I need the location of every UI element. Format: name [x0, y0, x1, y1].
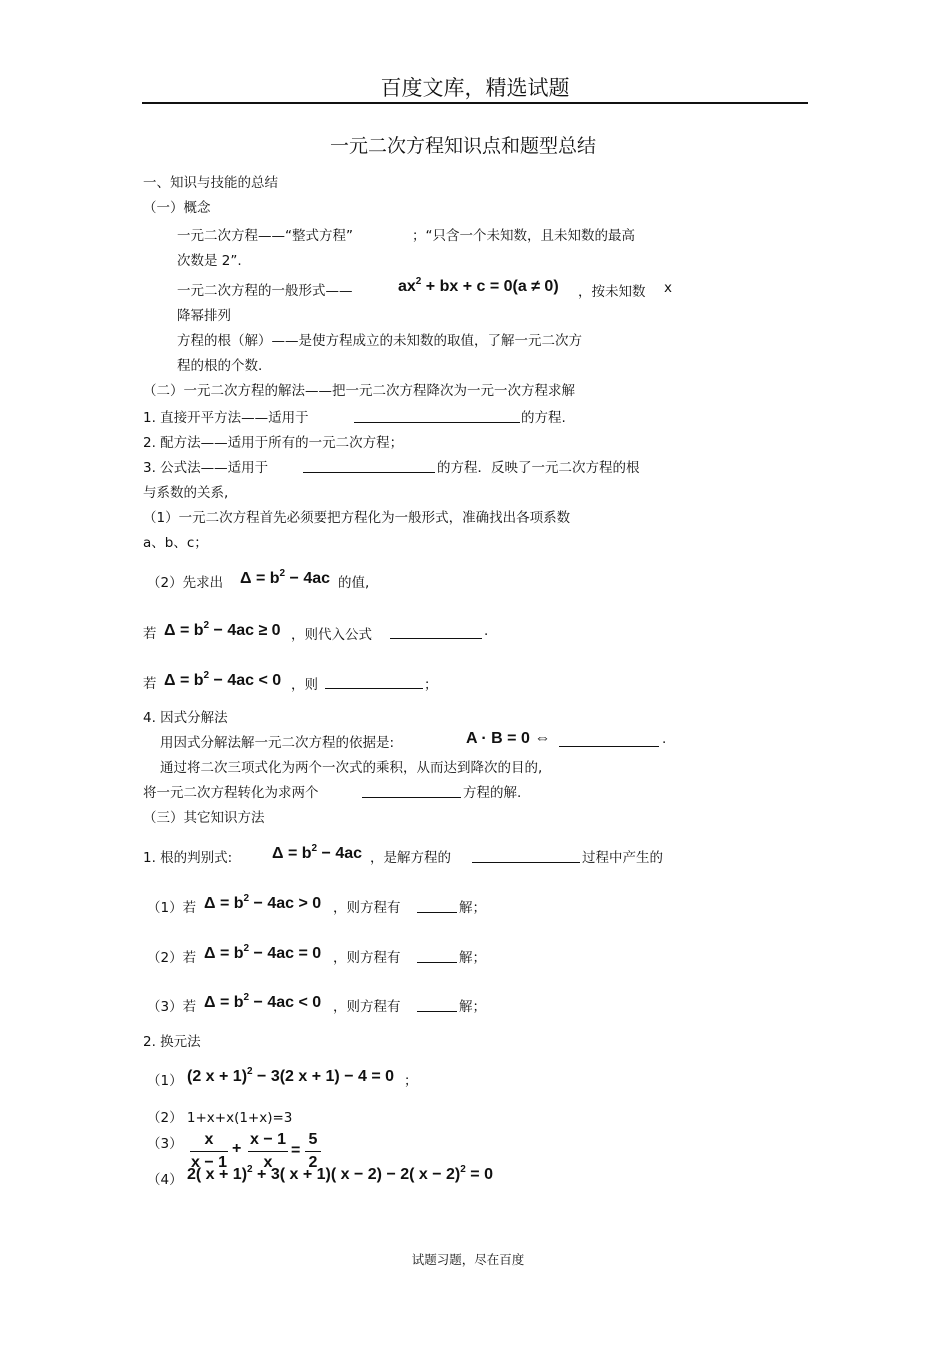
page-footer: 试题习题，尽在百度 [411, 1252, 525, 1267]
if-2-end: ； [424, 677, 438, 693]
case-1-formula: $\Delta = b^2 - 4ac > 0$ [204, 893, 322, 912]
step-2-label: （2）先求出 [147, 575, 224, 591]
section-heading-1: 一、知识与技能的总结 [143, 175, 278, 191]
method-2: 2. 配方法——适用于所有的一元二次方程； [143, 435, 404, 451]
if-1-label: 若 [143, 626, 157, 642]
example-3-num-1: x [204, 1131, 214, 1148]
if-1-tail: ，则代入公式 [291, 627, 372, 643]
example-4-formula: 2( x + 1)$^2$ + 3( x + 1)( x − 2) − 2( x − 2)$^2$ = 0 [187, 1164, 493, 1183]
method-1-tail: 的方程. [521, 410, 566, 426]
case-3-blank [417, 997, 457, 1012]
case-2-blank [417, 948, 457, 963]
method-4-blank [559, 732, 659, 747]
case-1-mid: ，则方程有 [333, 900, 401, 916]
example-3-den-3: 2 [308, 1154, 318, 1171]
example-3-num-3: 5 [308, 1131, 318, 1148]
case-3-mid: ，则方程有 [333, 999, 401, 1015]
general-form-formula: $ax^2$ + bx + c = 0(a ≠ 0) [398, 276, 559, 295]
root-line-1: 方程的根（解）——是使方程成立的未知数的取值，了解一元二次方 [177, 333, 582, 349]
method-4-line-1-end: . [662, 731, 667, 747]
concept-line-1a: 一元二次方程——“整式方程” [177, 228, 353, 244]
discriminant-formula: $\Delta = b^2 - 4ac$ [272, 843, 363, 862]
method-4-line-3a: 将一元二次方程转化为求两个 [143, 785, 319, 801]
method-3-line-2: 与系数的关系, [143, 485, 229, 501]
step-2-tail: 的值, [338, 575, 370, 591]
example-3-den-2: x [263, 1154, 273, 1171]
subsection-other-methods: （三）其它知识方法 [143, 810, 265, 826]
if-1-blank [390, 624, 482, 639]
case-1-end: 解； [459, 900, 486, 916]
general-form-tail: ，按未知数 [578, 284, 646, 300]
method-4-line-3-blank [362, 783, 461, 798]
method-1-label: 1. 直接开平方法——适用于 [143, 410, 309, 426]
method-1-blank [354, 408, 520, 423]
example-3-plus: + [232, 1140, 242, 1157]
case-3-label: （3）若 [147, 999, 197, 1015]
general-form-label: 一元二次方程的一般形式—— [177, 283, 353, 299]
general-form-line-2: 降幂排列 [177, 308, 231, 324]
fraction-bar [248, 1151, 288, 1152]
fraction-bar [190, 1151, 228, 1152]
step-1-line-2: a、b、c； [143, 535, 208, 551]
discriminant-tail: ，是解方程的 [370, 850, 451, 866]
method-4-line-2: 通过将二次三项式化为两个一次式的乘积，从而达到降次的目的, [160, 760, 543, 776]
example-2: （2） 1+x+x(1+x)=3 [147, 1110, 293, 1126]
if-2-blank [325, 674, 423, 689]
case-1-blank [417, 898, 457, 913]
header-rule [142, 102, 808, 104]
if-2-label: 若 [143, 676, 157, 692]
subsection-concept: （一）概念 [143, 200, 211, 216]
example-1-formula: (2 x + 1)$^2$ − 3(2 x + 1) − 4 = 0 [187, 1066, 395, 1085]
example-3-label: （3） [147, 1136, 183, 1152]
case-1-label: （1）若 [147, 900, 197, 916]
if-2-tail: ，则 [291, 677, 318, 693]
page-header-title: 百度文库，精选试题 [380, 76, 570, 100]
method-4-heading: 4. 因式分解法 [143, 710, 228, 726]
method-3-blank [303, 458, 435, 473]
example-3-den-1: x − 1 [190, 1154, 228, 1171]
concept-line-2: 次数是 2”. [177, 253, 242, 269]
discriminant-blank [472, 848, 580, 863]
case-3-formula: $\Delta = b^2 - 4ac < 0$ [204, 992, 322, 1011]
discriminant-end: 过程中产生的 [582, 850, 663, 866]
substitution-heading: 2. 换元法 [143, 1034, 201, 1050]
subsection-methods: （二）一元二次方程的解法——把一元二次方程降次为一元一次方程求解 [143, 383, 575, 399]
case-2-label: （2）若 [147, 950, 197, 966]
if-2-formula: $\Delta = b^2 - 4ac < 0$ [164, 670, 282, 689]
method-3-tail: 的方程．反映了一元二次方程的根 [437, 460, 640, 476]
if-1-end: . [484, 623, 489, 639]
example-4-label: （4） [147, 1172, 183, 1188]
case-3-end: 解； [459, 999, 486, 1015]
method-4-line-1: 用因式分解法解一元二次方程的依据是: [160, 735, 395, 751]
case-2-end: 解； [459, 950, 486, 966]
step-2-formula: $\Delta = b^2 - 4ac$ [240, 568, 331, 587]
concept-line-1b: ；“只含一个未知数，且未知数的最高 [412, 228, 635, 244]
method-4-formula: A · B = 0 ⇔ [466, 730, 551, 747]
document-title: 一元二次方程知识点和题型总结 [329, 135, 596, 157]
fraction-bar [305, 1151, 321, 1152]
example-3-equals: = [291, 1142, 301, 1159]
discriminant-label: 1. 根的判别式: [143, 850, 233, 866]
step-1-line-1: （1）一元二次方程首先必须要把方程化为一般形式，准确找出各项系数 [143, 510, 571, 526]
method-4-line-3b: 方程的解. [463, 785, 522, 801]
method-3-label: 3. 公式法——适用于 [143, 460, 269, 476]
example-1-end: ； [404, 1073, 418, 1089]
general-form-var: x [664, 280, 672, 296]
example-3-num-2: x − 1 [249, 1131, 287, 1148]
if-1-formula: $\Delta = b^2 - 4ac \ge 0$ [164, 620, 281, 639]
case-2-mid: ，则方程有 [333, 950, 401, 966]
example-1-label: （1） [147, 1073, 183, 1089]
root-line-2: 程的根的个数. [177, 358, 263, 374]
case-2-formula: $\Delta = b^2 - 4ac = 0$ [204, 943, 322, 962]
